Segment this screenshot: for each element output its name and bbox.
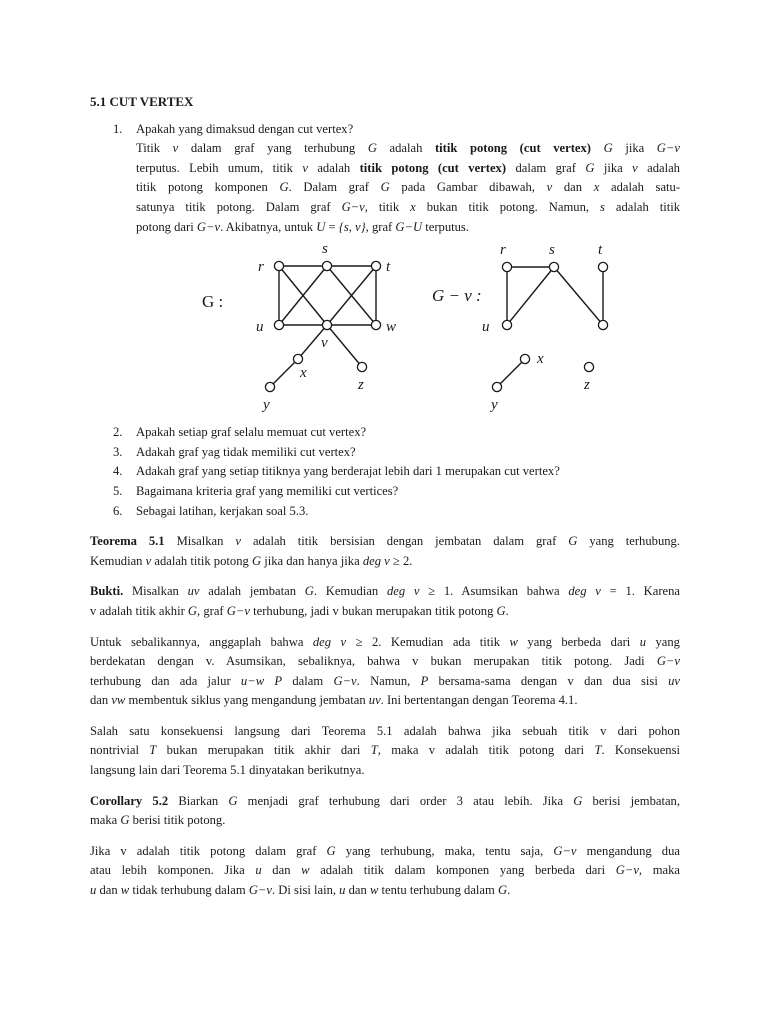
text-run: , graf	[365, 219, 396, 234]
text-run: deg v	[568, 584, 601, 599]
text-run: P	[274, 673, 283, 688]
text-run: , titik	[364, 199, 411, 214]
text-run: adalah jembatan	[199, 584, 305, 599]
text-run: satunya titik potong. Dalam graf	[136, 199, 342, 214]
text-run: G−U	[395, 219, 423, 234]
text-run: mengandung dua	[576, 843, 680, 858]
text-run: dalam graf	[506, 160, 586, 175]
vertex-x	[520, 355, 529, 364]
text-run: T	[149, 743, 157, 758]
text-run: tentu terhubung dalam	[378, 883, 498, 898]
text-run: v	[145, 553, 152, 568]
vertex-r	[502, 263, 511, 272]
text-run: dan	[552, 180, 594, 195]
question-list	[90, 423, 680, 521]
question-text: Apakah yang dimaksud dengan cut vertex?	[136, 121, 354, 136]
edge-s-u	[507, 267, 554, 325]
text-run: tidak terhubung dalam	[129, 883, 249, 898]
corollary-5-2	[90, 792, 680, 831]
text-run: langsung lain dari Teorema 5.1 dinyatakan berikutnya.	[90, 763, 365, 778]
text-run: . Di sisi lain,	[272, 883, 340, 898]
text-run: Sebagai latihan, kerjakan soal 5.3.	[136, 503, 309, 518]
label-y: y	[263, 397, 270, 414]
text-run: Untuk sebalikannya, anggaplah bahwa	[90, 634, 313, 649]
text-run: , graf	[197, 603, 227, 618]
text-run: berisi jembatan,	[582, 793, 680, 808]
text-run: titik potong komponen	[136, 180, 280, 195]
text-run: . Kemudian	[313, 584, 387, 599]
text-run: G−v	[341, 199, 365, 214]
text-run: terputus.	[422, 219, 469, 234]
vertex-w	[598, 321, 607, 330]
text-run: 4.	[113, 464, 123, 479]
label-s: s	[549, 242, 555, 259]
text-run: Jika v adalah titik potong dalam graf	[90, 843, 327, 858]
final-paragraph	[90, 842, 680, 901]
text-run: Misalkan	[123, 584, 188, 599]
text-run: w	[120, 883, 130, 898]
text-run: x	[593, 180, 600, 195]
document-page	[90, 92, 680, 901]
text-run: =	[325, 219, 336, 234]
text-run: titik potong (cut vertex)	[434, 141, 591, 156]
text-run: uv	[368, 693, 381, 708]
text-run: w	[509, 634, 518, 649]
text-run: yang berbeda dari	[517, 634, 640, 649]
label-w: w	[386, 319, 397, 336]
edge-x-y	[497, 359, 525, 387]
question-3	[90, 443, 680, 463]
vertex-t	[371, 262, 380, 271]
right-graph-vertices	[492, 263, 607, 392]
text-run: G	[251, 553, 262, 568]
vertex-y	[265, 383, 274, 392]
consequence-paragraph	[90, 722, 680, 781]
text-run: dalam	[282, 673, 334, 688]
text-run: ≥ 2. Kemudian ada titik	[346, 634, 510, 649]
text-run: G	[228, 793, 238, 808]
text-run: s	[600, 199, 605, 214]
proof-converse	[90, 633, 680, 711]
text-run: u	[639, 634, 647, 649]
question-4	[90, 462, 680, 482]
text-run: menjadi graf terhubung dari order 3 atau lebih. Jika	[237, 793, 574, 808]
text-run: G	[568, 534, 578, 549]
edge-x-y	[270, 359, 298, 387]
text-run: . Ini bertentangan dengan Teorema 4.1.	[380, 693, 578, 708]
text-run: Kemudian	[90, 553, 146, 568]
text-run: G	[367, 141, 377, 156]
vertex-t	[598, 263, 607, 272]
text-run: dan	[96, 883, 121, 898]
text-run: v	[546, 180, 553, 195]
text-run: uv	[668, 673, 680, 688]
label-s: s	[322, 241, 328, 258]
text-run: G	[496, 603, 506, 618]
text-run: . Akibatnya, untuk	[220, 219, 317, 234]
graph-name-G: G :	[202, 292, 224, 312]
text-run: Bagaimana kriteria graf yang memiliki cut vertices?	[136, 483, 399, 498]
vertex-z	[584, 363, 593, 372]
vertex-s	[322, 262, 331, 271]
text-run: Biarkan	[168, 793, 229, 808]
text-run: v	[172, 141, 179, 156]
text-run: jika	[612, 141, 657, 156]
text-run: G	[603, 141, 613, 156]
text-run: v	[235, 534, 241, 549]
text-run: bukan titik potong. Namun,	[415, 199, 600, 214]
text-run: dalam graf yang terhubung	[178, 141, 368, 156]
edge-v-z	[327, 325, 362, 367]
text-run: adalah titik dalam komponen yang berbeda dari	[309, 863, 616, 878]
proof	[90, 582, 680, 621]
text-run: G	[187, 603, 198, 618]
text-run: , maka v adalah titik potong dari	[377, 743, 595, 758]
text-run: Adakah graf yag tidak memiliki cut vertex?	[136, 444, 356, 459]
text-run	[591, 141, 604, 155]
text-run: G−v	[553, 843, 577, 858]
text-run: Teorema 5.1	[90, 534, 165, 549]
text-run: titik potong (cut vertex)	[359, 160, 507, 175]
text-run: bukan merupakan titik akhir dari	[156, 743, 371, 758]
label-u: u	[256, 319, 264, 336]
vertex-r	[274, 262, 283, 271]
text-run: P	[420, 673, 429, 688]
text-run: w	[301, 863, 310, 878]
text-run: . Namun,	[356, 673, 421, 688]
text-run: berdekatan dengan v. Asumsikan, sebaliknya, bahwa v bukan merupakan titik potong. Jadi	[90, 654, 657, 669]
question-1	[90, 120, 680, 238]
text-run: dan	[345, 883, 370, 898]
text-run: deg v	[362, 553, 390, 568]
label-y: y	[491, 397, 498, 414]
graph-figure	[90, 237, 650, 417]
text-run: terhubung, jadi v bukan merupakan titik potong	[249, 603, 497, 618]
text-run: G−v	[656, 141, 680, 156]
text-run: Corollary 5.2	[90, 793, 169, 808]
text-run: maka	[90, 813, 121, 828]
text-run: berisi titik potong.	[129, 813, 226, 828]
text-run: adalah	[307, 160, 360, 175]
text-run: T	[594, 743, 602, 758]
answer-text	[136, 139, 680, 237]
text-run: dan	[90, 693, 112, 708]
text-run: v	[632, 160, 638, 175]
text-run: G	[573, 793, 583, 808]
text-run: {s, v}	[338, 219, 366, 234]
label-r: r	[500, 242, 506, 259]
vertex-s	[549, 263, 558, 272]
text-run: uv	[187, 584, 200, 599]
text-run: Apakah setiap graf selalu memuat cut vertex?	[136, 425, 367, 440]
text-run: v adalah titik akhir	[90, 603, 188, 618]
text-run: potong dari	[136, 219, 197, 234]
text-run: G−v	[196, 219, 221, 234]
text-run: ≥ 2.	[389, 553, 413, 568]
edge-s-w	[554, 267, 603, 325]
text-run: adalah satu-	[599, 180, 681, 195]
text-run: G	[279, 180, 289, 195]
text-run: .	[507, 883, 511, 898]
label-t: t	[386, 259, 391, 276]
text-run: . Konsekuensi	[601, 743, 680, 758]
label-u: u	[482, 319, 490, 336]
text-run: deg v	[386, 584, 420, 599]
text-run: . Dalam graf	[288, 180, 381, 195]
text-run: yang terhubung, maka, tentu saja,	[335, 843, 554, 858]
question-number: 1.	[113, 121, 123, 136]
text-run: w	[369, 883, 379, 898]
graph-figure-svg	[90, 237, 650, 417]
text-run: , maka	[638, 863, 680, 878]
text-run: Salah satu konsekuensi langsung dari Teorema 5.1 adalah bahwa jika sebuah titik v dari pohon	[90, 723, 680, 738]
text-run: G	[120, 813, 130, 828]
text-run: x	[410, 199, 416, 214]
text-run: Bukti.	[90, 584, 124, 599]
text-run: G	[585, 160, 595, 175]
text-run: u	[90, 883, 97, 898]
theorem-5-1	[90, 532, 680, 571]
text-run: u	[339, 883, 346, 898]
text-run: nontrivial	[90, 743, 150, 758]
text-run: Misalkan	[164, 534, 236, 549]
text-run: G−v	[656, 654, 680, 669]
label-v: v	[321, 335, 328, 352]
question-2	[90, 423, 680, 443]
text-run: G	[497, 883, 508, 898]
text-run: deg v	[312, 634, 347, 649]
text-run: G−v	[248, 883, 272, 898]
text-run: u	[255, 863, 262, 878]
question-5	[90, 482, 680, 502]
label-z: z	[358, 377, 364, 394]
text-run: Titik	[136, 141, 173, 156]
left-graph-labels	[202, 241, 396, 413]
text-run: G−v	[333, 673, 357, 688]
vertex-u	[502, 321, 511, 330]
vertex-z	[357, 363, 366, 372]
question-6	[90, 502, 680, 522]
text-run: 6.	[113, 503, 123, 518]
text-run: u−w	[240, 673, 265, 688]
text-run: adalah titik	[604, 199, 680, 214]
text-run: adalah	[637, 160, 680, 175]
vertex-u	[274, 321, 283, 330]
text-run: membentuk siklus yang mengandung jembatan	[125, 693, 369, 708]
text-run: yang	[646, 634, 680, 649]
text-run: bersama-sama dengan v dan dua sisi	[428, 673, 669, 688]
text-run: atau lebih komponen. Jika	[90, 863, 256, 878]
text-run: U	[316, 219, 326, 234]
text-run: = 1. Karena	[600, 584, 681, 599]
text-run: yang terhubung.	[577, 534, 680, 549]
label-t: t	[598, 242, 603, 259]
text-run: G	[380, 180, 390, 195]
graph-name-G-minus-v: G − v :	[432, 286, 482, 306]
vertex-x	[293, 355, 302, 364]
text-run: Adakah graf yang setiap titiknya yang berderajat lebih dari 1 merupakan cut vertex?	[136, 464, 560, 479]
vertex-y	[492, 383, 501, 392]
label-x: x	[300, 365, 307, 382]
text-run: adalah	[376, 141, 435, 156]
text-run: terputus. Lebih umum, titik	[136, 160, 303, 175]
text-run: pada Gambar dibawah,	[389, 180, 547, 195]
label-z: z	[584, 377, 590, 394]
vertex-v	[322, 321, 331, 330]
vertex-w	[371, 321, 380, 330]
text-run: ≥ 1. Asumsikan bahwa	[419, 584, 569, 599]
text-run: v	[302, 160, 308, 175]
text-run: G−v	[615, 863, 639, 878]
text-run: 3.	[113, 444, 123, 459]
label-r: r	[258, 259, 264, 276]
text-run: G−v	[226, 603, 250, 618]
text-run: G	[326, 843, 336, 858]
label-x: x	[537, 351, 544, 368]
text-run: terhubung dan ada jalur	[90, 673, 241, 688]
text-run: jika	[594, 160, 633, 175]
text-run: G	[304, 584, 314, 599]
section-title: 5.1 CUT VERTEX	[90, 94, 194, 109]
text-run: .	[505, 603, 509, 618]
text-run: adalah titik potong	[151, 553, 252, 568]
text-run: jika dan hanya jika	[261, 553, 363, 568]
text-run: T	[370, 743, 378, 758]
text-run: 2.	[113, 425, 123, 440]
text-run: vw	[111, 693, 126, 708]
text-run: adalah titik bersisian dengan jembatan dalam graf	[241, 534, 569, 549]
text-run: dan	[261, 863, 302, 878]
text-run	[264, 674, 274, 688]
text-run: 5.	[113, 483, 123, 498]
